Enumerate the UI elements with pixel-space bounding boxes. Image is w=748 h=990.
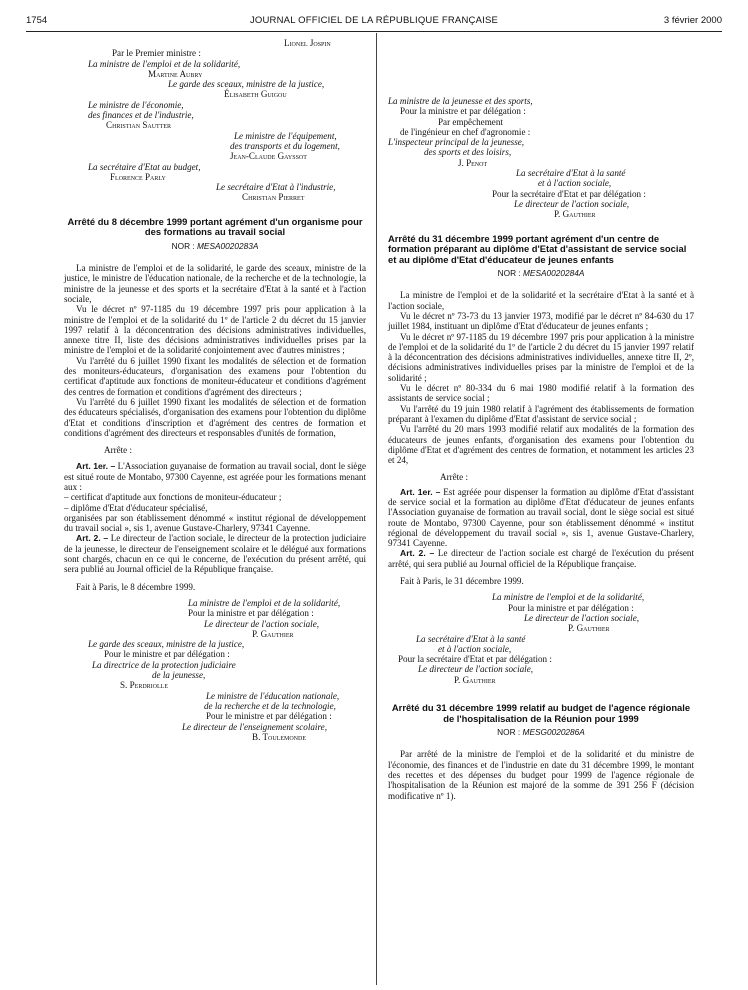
- signature-line: Jean-Claude Gayssot: [230, 151, 307, 162]
- signature-line: des finances et de l'industrie,: [88, 110, 194, 121]
- nor-reference: NOR : MESA0020284A: [497, 268, 585, 279]
- article-2: Art. 2. – Le directeur de l'action sociale, le directeur de la protection judiciaire de la jeunesse, le directeur de l'enseignement scolaire et le délégué aux formations sont chargés, chacun en ce qui le concerne, de l'exécution du présent arrêté, qui sera publié au Journal officiel de la République française.: [64, 533, 366, 575]
- signature-line: Florence Parly: [110, 171, 166, 182]
- decree-title: Arrêté du 31 décembre 1999 portant agrément d'un centre de formation préparant au diplôme d'Etat d'assistant de service social et au diplôme d'Etat d'éducateur de jeunes enfants: [388, 232, 687, 265]
- signature-line: B. Toulemonde: [252, 731, 306, 742]
- signature-line: La secrétaire d'Etat à la santé: [516, 168, 626, 179]
- signature-line: Pour la ministre et par délégation :: [400, 106, 526, 117]
- signature-line: des transports et du logement,: [230, 140, 340, 151]
- paragraph: La ministre de l'emploi et de la solidarité, le garde des sceaux, ministre de la justice, le ministre de l'éducation nationale, de la recherche et de la technologie, la ministre de la jeunesse et des sports et la secrétaire d'Etat à la santé et à l'action sociale,: [64, 263, 366, 304]
- signature-line: Pour le ministre et par délégation :: [206, 711, 332, 722]
- signature-line: Pour le ministre et par délégation :: [104, 649, 230, 660]
- signature-line: Lionel Jospin: [284, 38, 331, 48]
- signature-line: P. Gauthier: [252, 628, 294, 639]
- signature-block: [64, 38, 366, 203]
- signature-line: La ministre de l'emploi et de la solidarité,: [492, 592, 645, 603]
- signature-line: Par empêchement: [438, 116, 503, 127]
- signature-line: Par le Premier ministre :: [112, 48, 201, 59]
- paragraph: Vu le décret nº 97-1185 du 19 décembre 1997 pris pour application à la ministre de l'emploi et de la solidarité du 1º de l'article 2 du décret du 15 janvier 1997 relatif à la déconcentration des décisions administratives individuelles, annexe titre II, 2º, décisions administratives individuelles prises par la ministre de l'emploi et de la solidarité ;: [388, 331, 694, 383]
- nor-reference: NOR : MESG0020286A: [497, 727, 585, 738]
- signature-line: Le ministre de l'équipement,: [234, 130, 337, 141]
- signature-line: de la jeunesse,: [152, 670, 206, 681]
- article-2: Art. 2. – Le directeur de l'action sociale est chargé de l'exécution du présent arrêté, qui sera publié au Journal officiel de la République française.: [388, 548, 694, 569]
- signature-line: Martine Aubry: [148, 68, 203, 79]
- signature-line: P. Gauthier: [568, 623, 610, 634]
- article-1: Art. 1er. – L'Association guyanaise de formation au travail social, dont le siège est situé route de Montabo, 97300 Cayenne, est agréée pour les formations menant aux :: [64, 461, 366, 492]
- paragraph: La ministre de l'emploi et de la solidarité et la secrétaire d'Etat à la santé et à l'action sociale,: [388, 290, 694, 311]
- nor-reference: NOR : MESA0020283A: [171, 240, 259, 251]
- signature-line: de la recherche et de la technologie,: [204, 700, 336, 711]
- page-header: [26, 16, 722, 30]
- decree-title: Arrêté du 31 décembre 1999 relatif au budget de l'agence régionale de l'hospitalisation de la Réunion pour 1999: [391, 702, 691, 724]
- signature-line: Le ministre de l'économie,: [88, 99, 184, 110]
- signature-line: La secrétaire d'Etat à la santé: [416, 633, 526, 644]
- signature-line: S. Perdriolle: [120, 680, 168, 691]
- signature-line: de l'ingénieur en chef d'agronomie :: [400, 126, 531, 137]
- decree-body: Par arrêté de la ministre de l'emploi et de la solidarité et du ministre de l'économie, des finances et de l'industrie en date du 31 décembre 1999, le montant des recettes et des dépenses du budget pour 1999 de l'agence régionale de l'hospitalisation de la Réunion est majoré de la somme de 391 256 F (décision modificative nº 1).: [388, 749, 694, 801]
- signature-line: Pour la ministre et par délégation :: [508, 602, 634, 613]
- signature-line: P. Gauthier: [554, 209, 596, 220]
- signature-line: Le garde des sceaux, ministre de la justice,: [88, 639, 245, 650]
- paragraph: Vu l'arrêté du 6 juillet 1990 fixant les modalités de sélection et de formation des moniteurs-éducateurs, d'organisation des examens pour l'obtention du certificat d'aptitude aux fonctions de moniteur-éducateur et conditions d'agrément des centres de formation et conditions d'agrément des directeurs ;: [64, 355, 366, 397]
- header-rule: [26, 31, 722, 32]
- decree-preamble: [388, 290, 694, 465]
- paragraph: Vu l'arrêté du 6 juillet 1990 fixant les modalités de sélection et de formation des éducateurs spécialisés, d'organisation des examens pour l'obtention du diplôme d'Etat et conditions d'inscription et d'agrément des centres de formation et conditions d'agrément des directeurs et responsables d'unités de formation,: [64, 396, 366, 438]
- done-at: Fait à Paris, le 31 décembre 1999.: [400, 576, 524, 587]
- article-1-end: organisées par son établissement dénommé « institut régional de développement du travail social », sis 1, avenue Gustave-Charlery, 97341 Cayenne.: [64, 512, 366, 534]
- signature-line: L'inspecteur principal de la jeunesse,: [388, 137, 525, 148]
- paragraph: Vu l'arrêté du 20 mars 1993 modifié relatif aux modalités de la formation des éducateurs de jeunes enfants, d'organisation des examens pour l'obtention du diplôme d'Etat et d'agrément des centres de formation, et notamment les articles 23 et 24,: [388, 424, 694, 466]
- signature-line: Pour la secrétaire d'Etat et par délégation :: [492, 188, 646, 199]
- signature-line: Pour la secrétaire d'Etat et par délégation :: [398, 654, 552, 665]
- signature-line: Le directeur de l'enseignement scolaire,: [182, 721, 327, 732]
- signature-line: Le garde des sceaux, ministre de la justice,: [168, 79, 325, 90]
- signature-line: Le ministre de l'éducation nationale,: [206, 690, 340, 701]
- signature-line: et à l'action sociale,: [438, 643, 512, 654]
- paragraph: Vu le décret nº 73-73 du 13 janvier 1973, modifié par le décret nº 84-630 du 17 juillet 1984, instituant un diplôme d'Etat d'éducateur de jeunes enfants ;: [388, 310, 694, 332]
- signature-block: [388, 96, 694, 220]
- issue-date: 3 février 2000: [663, 15, 722, 26]
- arrete-label: Arrête :: [440, 472, 469, 483]
- left-column: [64, 38, 366, 742]
- column-divider: [376, 33, 377, 985]
- paragraph: Vu l'arrêté du 19 juin 1980 relatif à l'agrément des établissements de formation préparant à l'examen du diplôme d'Etat d'assistant de service social ;: [388, 403, 694, 424]
- signature-line: Christian Pierret: [242, 192, 305, 203]
- paragraph: Vu le décret nº 80-334 du 6 mai 1980 modifié relatif à la formation des assistants de service social ;: [388, 383, 694, 404]
- signature-line: La directrice de la protection judiciaire: [92, 659, 236, 670]
- signature-block: [64, 598, 366, 742]
- signature-line: La ministre de l'emploi et de la solidarité,: [88, 58, 241, 69]
- signature-line: Le secrétaire d'Etat à l'industrie,: [216, 182, 336, 193]
- arrete-label: Arrête :: [104, 445, 133, 456]
- signature-line: Christian Sautter: [106, 120, 172, 131]
- signature-line: Le directeur de l'action sociale,: [514, 198, 629, 209]
- decree-preamble: [64, 263, 366, 438]
- signature-block: [388, 592, 694, 685]
- signature-line: et à l'action sociale,: [538, 178, 612, 189]
- signature-line: des sports et des loisirs,: [424, 147, 512, 158]
- signature-line: Le directeur de l'action sociale,: [418, 664, 533, 675]
- paragraph: – diplôme d'Etat d'éducateur spécialisé,: [64, 502, 208, 513]
- right-column: [388, 96, 694, 801]
- signature-line: La ministre de l'emploi et de la solidarité,: [188, 597, 341, 608]
- signature-line: Pour la ministre et par délégation :: [188, 608, 314, 619]
- article-1: Art. 1er. – Est agréée pour dispenser la formation au diplôme d'Etat d'assistant de service social et la formation au diplôme d'Etat d'éducateur de jeunes enfants l'Association guyanaise de formation au travail social, dont le siège social est situé route de Montabo, 97300 Cayenne, pour son établissement dénommé « institut régional de développement du travail social », sis 1, avenue Gustave-Charlery, 97341 Cayenne.: [388, 486, 694, 549]
- article-1-list: [64, 492, 366, 513]
- page-number: 1754: [26, 15, 48, 26]
- journal-title: JOURNAL OFFICIEL DE LA RÉPUBLIQUE FRANÇAISE: [249, 15, 499, 26]
- signature-line: Le directeur de l'action sociale,: [204, 618, 319, 629]
- signature-line: J. Penot: [458, 157, 488, 168]
- signature-line: P. Gauthier: [454, 674, 496, 685]
- signature-line: Le directeur de l'action sociale,: [524, 612, 639, 623]
- paragraph: – certificat d'aptitude aux fonctions de moniteur-éducateur ;: [64, 492, 282, 503]
- done-at: Fait à Paris, le 8 décembre 1999.: [76, 581, 196, 592]
- paragraph: Vu le décret nº 97-1185 du 19 décembre 1997 pris pour application à la ministre de l'emploi et de la solidarité du 1º de l'article 2 du décret du 15 janvier 1997 relatif à la déconcentration des décisions administratives individuelles, annexe titre II, liste des décisions administratives individuelles prises par la ministre de l'emploi et de la solidarité conjointement avec d'autres ministres ;: [64, 304, 366, 356]
- signature-line: La secrétaire d'Etat au budget,: [88, 161, 201, 172]
- decree-title: Arrêté du 8 décembre 1999 portant agrément d'un organisme pour des formations au travail social: [67, 215, 363, 238]
- signature-line: La ministre de la jeunesse et des sports,: [388, 96, 533, 106]
- signature-line: Élisabeth Guigou: [224, 89, 287, 100]
